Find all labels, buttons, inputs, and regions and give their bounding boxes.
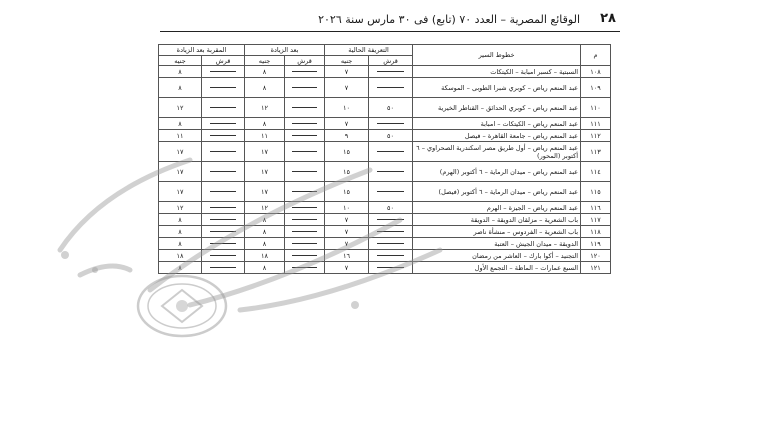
row-after-qirsh — [285, 78, 325, 98]
row-rounded-pound: ١٢ — [159, 202, 202, 214]
row-route: السبع عمارات – الماظة – التجمع الأول — [413, 262, 581, 274]
table-row — [159, 118, 611, 130]
row-rounded-qirsh — [202, 78, 245, 98]
row-number: ١٢٠ — [581, 250, 611, 262]
row-route: عبد المنعم رياض – أول طريق مصر اسكندرية الصحراوي – ٦ أكتوبر (المحور) — [413, 142, 581, 162]
row-current-pound: ١٥ — [325, 162, 369, 182]
row-route: باب الشعرية – الفردوس – منشأة ناصر — [413, 226, 581, 238]
row-rounded-qirsh — [202, 250, 245, 262]
row-number: ١١٦ — [581, 202, 611, 214]
row-current-pound: ١٥ — [325, 142, 369, 162]
row-rounded-qirsh — [202, 182, 245, 202]
row-after-pound: ٨ — [245, 118, 285, 130]
row-current-pound: ٧ — [325, 226, 369, 238]
table-row — [159, 250, 611, 262]
table-row — [159, 130, 611, 142]
row-after-pound: ١٧ — [245, 142, 285, 162]
row-rounded-pound: ١٧ — [159, 182, 202, 202]
row-current-pound: ٧ — [325, 214, 369, 226]
row-rounded-pound: ١٨ — [159, 250, 202, 262]
row-current-pound: ١٦ — [325, 250, 369, 262]
sub-qirsh-header: قرش — [285, 56, 325, 66]
row-rounded-pound: ١١ — [159, 130, 202, 142]
row-route: عبد المنعم رياض – الجيزة – الهرم — [413, 202, 581, 214]
col-current-fare-header: التعريفة الحالية — [325, 45, 413, 56]
seal-icon — [132, 272, 232, 340]
row-rounded-qirsh — [202, 98, 245, 118]
row-current-pound: ٧ — [325, 66, 369, 78]
row-current-qirsh: ٥٠ — [369, 98, 413, 118]
row-after-pound: ١٢ — [245, 98, 285, 118]
table-row — [159, 182, 611, 202]
row-number: ١١١ — [581, 118, 611, 130]
row-after-qirsh — [285, 202, 325, 214]
page-number: ٢٨ — [600, 11, 616, 26]
row-rounded-pound: ٨ — [159, 214, 202, 226]
row-current-pound: ٧ — [325, 118, 369, 130]
row-number: ١١٩ — [581, 238, 611, 250]
table-row — [159, 162, 611, 182]
row-number: ١١٢ — [581, 130, 611, 142]
fares-table-body — [159, 66, 611, 274]
col-after-increase-header: بعد الزيادة — [245, 45, 325, 56]
col-rounded-header: المقربة بعد الزيادة — [159, 45, 245, 56]
row-after-qirsh — [285, 98, 325, 118]
row-rounded-qirsh — [202, 142, 245, 162]
row-current-pound: ٧ — [325, 238, 369, 250]
row-route: التجنيد – أكوا بارك – العاشر من رمضان — [413, 250, 581, 262]
row-number: ١٠٩ — [581, 78, 611, 98]
fares-table — [158, 44, 611, 274]
table-row — [159, 66, 611, 78]
row-current-qirsh — [369, 66, 413, 78]
row-number: ١١٠ — [581, 98, 611, 118]
seal-stamp — [132, 272, 232, 340]
row-after-pound: ٨ — [245, 238, 285, 250]
table-row — [159, 226, 611, 238]
col-number-header: م — [581, 45, 611, 66]
row-after-pound: ٨ — [245, 262, 285, 274]
row-after-pound: ١١ — [245, 130, 285, 142]
table-row — [159, 238, 611, 250]
row-rounded-pound: ١٧ — [159, 142, 202, 162]
row-number: ١١٨ — [581, 226, 611, 238]
table-row — [159, 202, 611, 214]
row-current-qirsh — [369, 250, 413, 262]
row-route: عبد المنعم رياض – كوبري شبرا الطوبى – الموسكة — [413, 78, 581, 98]
row-current-qirsh — [369, 142, 413, 162]
row-after-qirsh — [285, 162, 325, 182]
table-row — [159, 214, 611, 226]
row-route: الدويقة – ميدان الجيش – العتبة — [413, 238, 581, 250]
table-row — [159, 78, 611, 98]
sub-pound-header: جنيه — [245, 56, 285, 66]
row-after-pound: ١٢ — [245, 202, 285, 214]
row-after-qirsh — [285, 130, 325, 142]
row-after-pound: ٨ — [245, 226, 285, 238]
row-rounded-qirsh — [202, 118, 245, 130]
row-after-pound: ١٧ — [245, 162, 285, 182]
row-rounded-qirsh — [202, 262, 245, 274]
header-title: الوقائع المصرية – العدد ٧٠ (تابع) فى ٣٠ مارس سنة ٢٠٢٦ — [318, 13, 580, 26]
row-current-pound: ١٠ — [325, 202, 369, 214]
row-route: عبد المنعم رياض – ميدان الرماية – ٦ أكتوبر (فيصل) — [413, 182, 581, 202]
fares-table-container — [158, 44, 610, 274]
row-current-qirsh — [369, 214, 413, 226]
row-after-qirsh — [285, 118, 325, 130]
row-rounded-pound: ٨ — [159, 262, 202, 274]
sub-pound-header: جنيه — [159, 56, 202, 66]
row-current-qirsh — [369, 162, 413, 182]
row-after-pound: ١٨ — [245, 250, 285, 262]
row-number: ١٠٨ — [581, 66, 611, 78]
row-route: عبد المنعم رياض – جامعة القاهرة – فيصل — [413, 130, 581, 142]
row-route: السبتية – كسبر امبابة – الكيتكات — [413, 66, 581, 78]
header-rule — [160, 31, 620, 32]
row-current-qirsh: ٥٠ — [369, 130, 413, 142]
row-rounded-qirsh — [202, 238, 245, 250]
row-number: ١٢١ — [581, 262, 611, 274]
row-rounded-qirsh — [202, 66, 245, 78]
row-rounded-pound: ٨ — [159, 238, 202, 250]
row-rounded-qirsh — [202, 130, 245, 142]
row-after-pound: ٨ — [245, 66, 285, 78]
row-after-pound: ٨ — [245, 78, 285, 98]
sub-qirsh-header: قرش — [369, 56, 413, 66]
row-rounded-pound: ١٢ — [159, 98, 202, 118]
row-number: ١١٥ — [581, 182, 611, 202]
row-current-pound: ١٠ — [325, 98, 369, 118]
sub-pound-header: جنيه — [325, 56, 369, 66]
row-after-pound: ٨ — [245, 214, 285, 226]
row-after-pound: ١٧ — [245, 182, 285, 202]
row-current-qirsh — [369, 238, 413, 250]
table-row — [159, 98, 611, 118]
row-current-qirsh — [369, 262, 413, 274]
row-after-qirsh — [285, 262, 325, 274]
row-route: عبد المنعم رياض – ميدان الرماية – ٦ أكتوبر (الهرم) — [413, 162, 581, 182]
row-rounded-qirsh — [202, 162, 245, 182]
row-route: عبد المنعم رياض – كوبري الحدائق – القناطر الخيرية — [413, 98, 581, 118]
row-current-qirsh — [369, 182, 413, 202]
row-rounded-qirsh — [202, 202, 245, 214]
page-header — [158, 11, 620, 31]
row-rounded-pound: ٨ — [159, 78, 202, 98]
row-after-qirsh — [285, 214, 325, 226]
row-route: باب الشعرية – مزلقان الدويقة – الدويقة — [413, 214, 581, 226]
row-rounded-pound: ١٧ — [159, 162, 202, 182]
row-rounded-pound: ٨ — [159, 66, 202, 78]
row-current-qirsh — [369, 78, 413, 98]
row-after-qirsh — [285, 238, 325, 250]
table-row — [159, 262, 611, 274]
row-rounded-pound: ٨ — [159, 226, 202, 238]
row-current-qirsh — [369, 118, 413, 130]
row-after-qirsh — [285, 66, 325, 78]
row-number: ١١٤ — [581, 162, 611, 182]
row-after-qirsh — [285, 226, 325, 238]
row-current-qirsh: ٥٠ — [369, 202, 413, 214]
row-number: ١١٣ — [581, 142, 611, 162]
row-current-pound: ١٥ — [325, 182, 369, 202]
sub-qirsh-header: قرش — [202, 56, 245, 66]
table-row — [159, 142, 611, 162]
row-route: عبد المنعم رياض – الكيتكات – امبابة — [413, 118, 581, 130]
row-current-pound: ٧ — [325, 262, 369, 274]
row-number: ١١٧ — [581, 214, 611, 226]
row-current-pound: ٧ — [325, 78, 369, 98]
row-current-qirsh — [369, 226, 413, 238]
row-current-pound: ٩ — [325, 130, 369, 142]
row-after-qirsh — [285, 250, 325, 262]
row-after-qirsh — [285, 182, 325, 202]
col-route-header: خطوط السير — [413, 45, 581, 66]
row-after-qirsh — [285, 142, 325, 162]
row-rounded-pound: ٨ — [159, 118, 202, 130]
row-rounded-qirsh — [202, 214, 245, 226]
table-header-row — [159, 45, 611, 56]
row-rounded-qirsh — [202, 226, 245, 238]
